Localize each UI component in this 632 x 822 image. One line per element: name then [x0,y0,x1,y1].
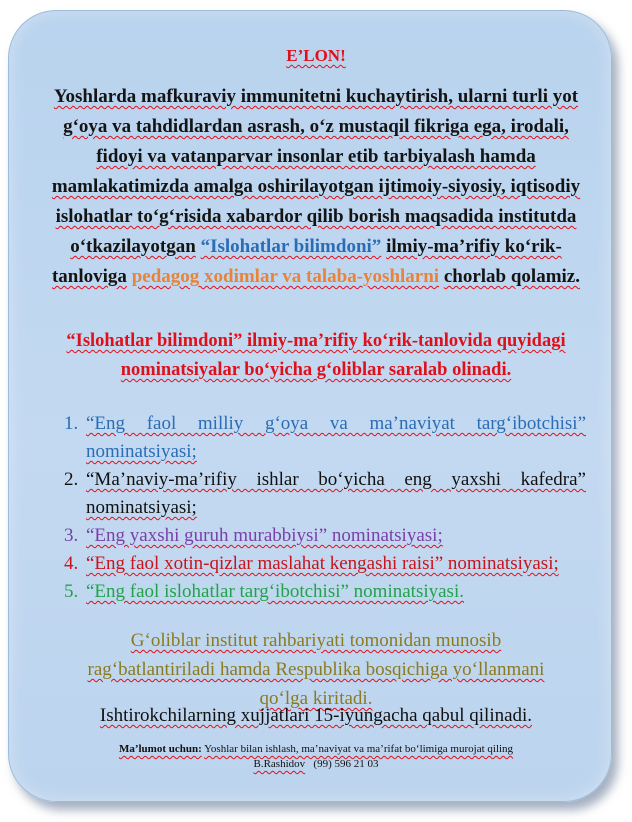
winners-paragraph: “Islohatlar bilimdoni” ilmiy-ma’rifiy ko‘rik-tanlovida quyidagi nominatsiyalar bo‘yicha g‘oliblar saralab olinadi. [66,331,566,380]
contact-phone: (99) 596 21 03 [313,758,379,770]
list-item: 1. “Eng faol milliy g‘oya va ma’naviyat targ‘ibotchisi” nominatsiyasi; [64,413,586,462]
list-item: 5. “Eng faol islohatlar targ‘ibotchisi” nominatsiyasi. [64,581,464,602]
list-item: 3. “Eng yaxshi guruh murabbiysi” nominatsiyasi; [64,525,443,546]
list-item: 4. “Eng faol xotin-qizlar maslahat kengashi raisi” nominatsiyasi; [64,553,559,574]
contact-info: Ma’lumot uchun: Yoshlar bilan ishlash, ma’naviyat va ma’rifat bo‘limiga murojat qiling B.Rashidov (99) 596 21 03 [118,743,514,770]
announcement-title: E’LON! [286,46,346,65]
nominations-list [64,410,586,606]
deadline-text: Ishtirokchilarning xujjatlari 15-iyungacha qabul qilinadi. [99,705,533,726]
intro-paragraph: Yoshlarda mafkuraviy immunitetni kuchaytirish, ularni turli yot g‘oya va tahdidlardan asrash, o‘z mustaqil fikriga ega, irodali, fidoyi va vatanparvar insonlar etib tarbiyalash hamda mamlakatimizda amalga oshirilayotgan ijtimoiy-siyosiy, iqtisodiy islohatlar to‘g‘risida xabardor qilib borish maqsadida institutda o‘tkazilayotgan “Islohatlar bilimdoni” ilmiy-ma’rifiy ko‘rik-tanloviga pedagog xodimlar va talaba-yoshlarni chorlab qolamiz. [51,86,581,287]
participants: pedagog xodimlar va talaba-yoshlarni [131,266,440,287]
contest-name: “Islohatlar bilimdoni” [200,236,382,257]
reward-paragraph: G‘oliblar institut rahbariyati tomonidan munosib rag‘batlantiriladi hamda Respublika bosqichiga yo‘llanmani qo‘lga kiritadi. [87,630,545,709]
list-item: 2. “Ma’naviy-ma’rifiy ishlar bo‘yicha eng yaxshi kafedra” nominatsiyasi; [64,469,586,518]
info-label: Ma’lumot uchun: [118,743,202,755]
contact-name: B.Rashidov [253,758,306,770]
